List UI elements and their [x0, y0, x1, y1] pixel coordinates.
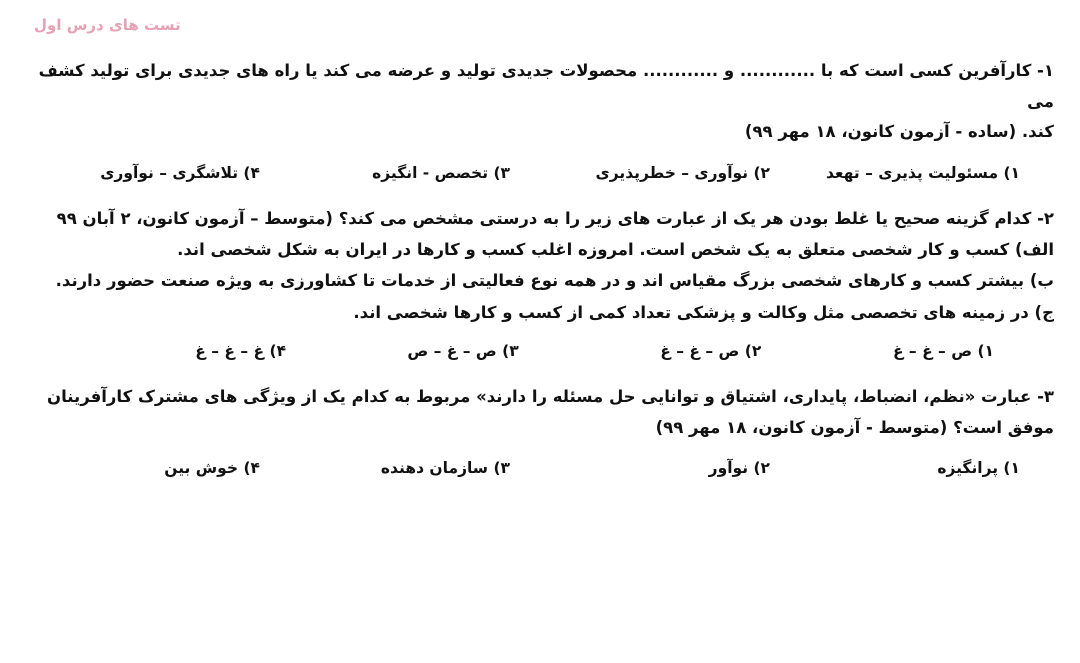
question-1-option-4[interactable]: ۴) تلاشگری – نوآوری	[100, 163, 260, 182]
question-1-option-2[interactable]: ۲) نوآوری – خطرپذیری	[595, 163, 770, 182]
question-2-statement-c: ج) در زمینه های تخصصی مثل وکالت و پزشکی تعداد کمی از کسب و کارها شخصی اند.	[353, 302, 1054, 322]
question-3-option-1[interactable]: ۱) پرانگیزه	[937, 459, 1020, 478]
page-title: تست های درس اول	[34, 16, 181, 34]
question-2-line-1: ۲- کدام گزینه صحیح یا غلط بودن هر یک از عبارت های زیر را به درستی مشخص می کند؟ (متوسط – آزمون کانون، ۲ آبان ۹۹	[56, 208, 1054, 228]
question-2-option-3[interactable]: ۳) ص – غ – ص	[407, 342, 519, 361]
question-1-option-3[interactable]: ۳) تخصص - انگیزه	[372, 163, 510, 182]
question-1-options	[26, 164, 1054, 182]
question-2-option-2[interactable]: ۲) ص – غ – غ	[660, 342, 762, 361]
question-2-option-4[interactable]: ۴) غ – غ – غ	[195, 342, 287, 361]
question-3-option-3[interactable]: ۳) سازمان دهنده	[380, 459, 510, 478]
question-3-line-2: موفق است؟ (متوسط - آزمون کانون، ۱۸ مهر ۹۹)	[655, 417, 1054, 437]
question-2-statement-a: الف) کسب و کار شخصی متعلق به یک شخص است. امروزه اغلب کسب و کارها در ایران به شکل شخصی اند.	[177, 240, 1054, 260]
question-3-options	[26, 459, 1054, 477]
question-block-1	[26, 56, 1054, 182]
question-block-3	[26, 382, 1054, 477]
question-3-option-4[interactable]: ۴) خوش بین	[164, 459, 260, 478]
question-3-line-1: ۳- عبارت «نظم، انضباط، پایداری، اشتیاق و توانایی حل مسئله را دارند» مربوط به کدام یک از ویژگی های مشترک کارآفرینان	[47, 387, 1054, 407]
question-1-line-1: ۱- کارآفرین کسی است که با ............ و ............ محصولات جدیدی تولید و عرضه می کند یا راه های جدیدی برای تولید کشف می	[38, 61, 1054, 111]
question-1-option-1[interactable]: ۱) مسئولیت پذیری – تهعد	[825, 163, 1020, 182]
question-1-line-2: کند. (ساده - آزمون کانون، ۱۸ مهر ۹۹)	[744, 122, 1054, 142]
question-2-options	[26, 342, 1054, 360]
question-3-option-2[interactable]: ۲) نوآور	[708, 459, 770, 478]
question-block-2	[26, 204, 1054, 361]
question-2-option-1[interactable]: ۱) ص – غ – غ	[892, 342, 994, 361]
question-2-statement-b: ب) بیشتر کسب و کارهای شخصی بزرگ مقیاس اند و در همه نوع فعالیتی از خدمات تا کشاورزی به ویژه صنعت حضور دارند.	[55, 271, 1054, 291]
